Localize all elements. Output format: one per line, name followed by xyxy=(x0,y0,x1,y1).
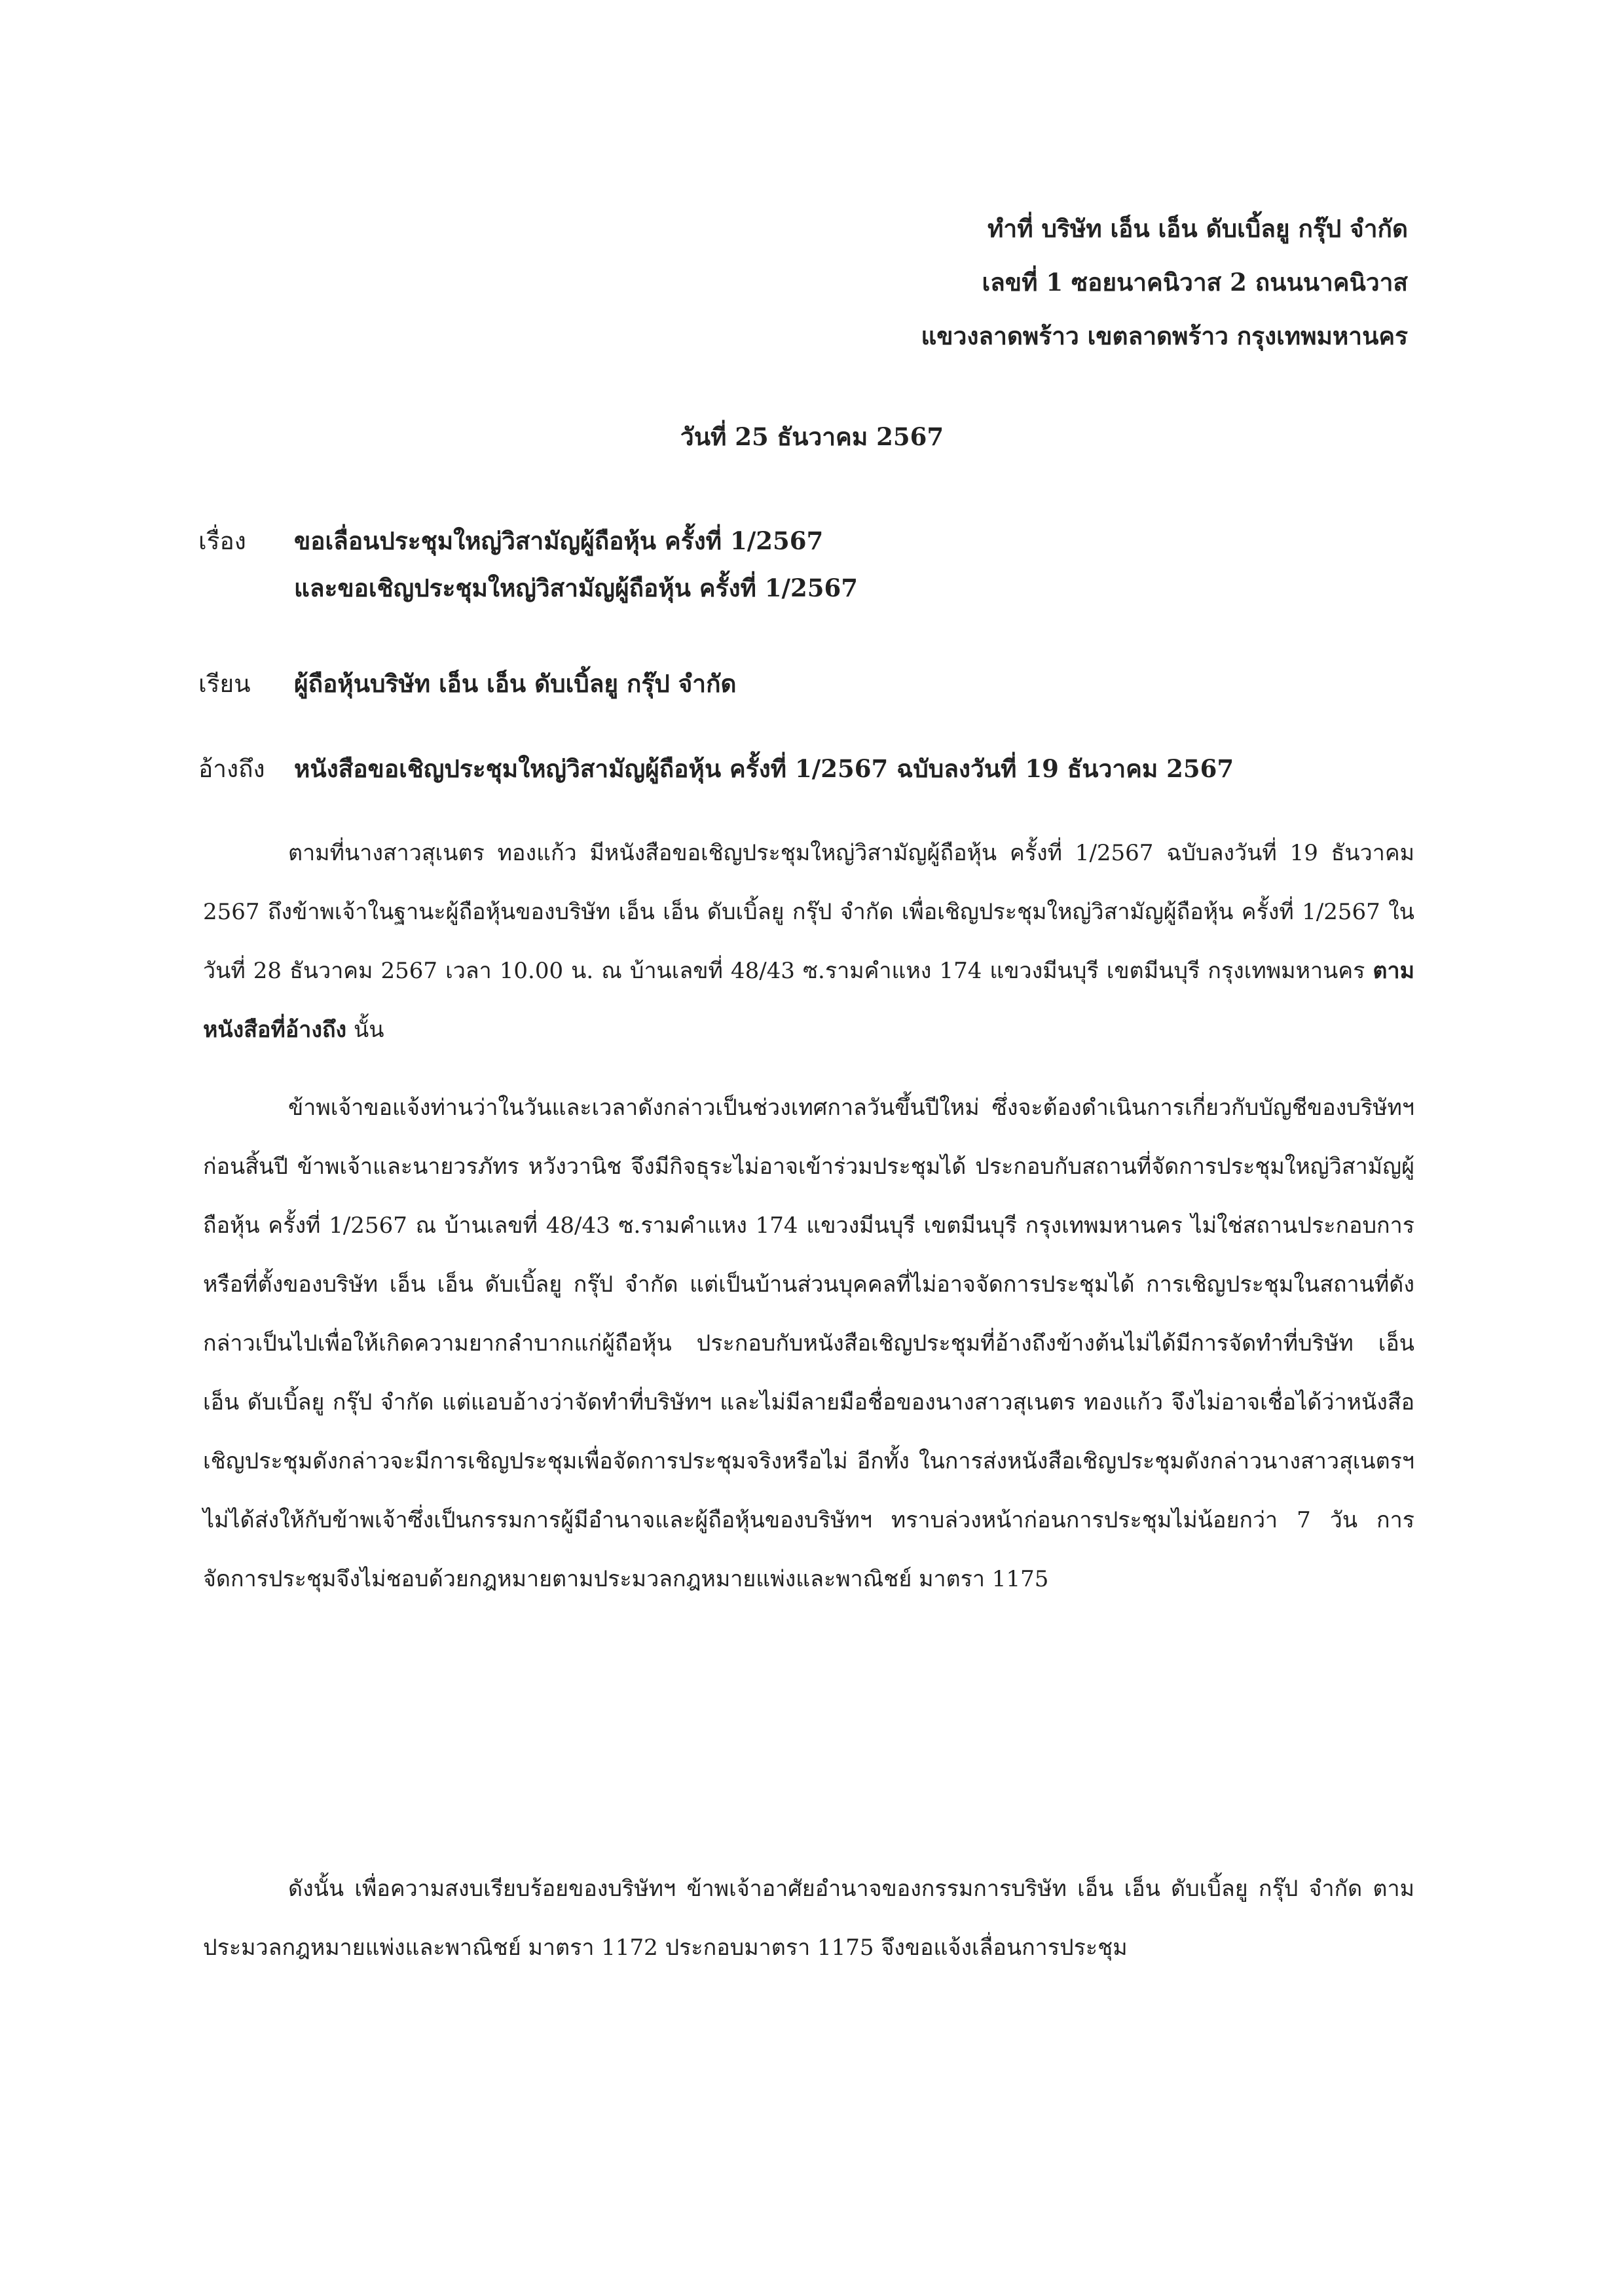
address-line-1: ทำที่ บริษัท เอ็น เอ็น ดับเบิ้ลยู กรุ๊ป จำกัด xyxy=(987,214,1408,243)
letter-date: วันที่ 25 ธันวาคม 2567 xyxy=(680,422,944,451)
reference-value: หนังสือขอเชิญประชุมใหญ่วิสามัญผู้ถือหุ้น ครั้งที่ 1/2567 ฉบับลงวันที่ 19 ธันวาคม 2567 xyxy=(294,754,1234,783)
address-line-2: เลขที่ 1 ซอยนาคนิวาส 2 ถนนนาคนิวาส xyxy=(982,268,1408,297)
recipient-label: เรียน xyxy=(198,670,251,698)
recipient-value: ผู้ถือหุ้นบริษัท เอ็น เอ็น ดับเบิ้ลยู กรุ๊ป จำกัด xyxy=(294,669,737,698)
subject-line-2: และขอเชิญประชุมใหญ่วิสามัญผู้ถือหุ้น ครั้งที่ 1/2567 xyxy=(294,574,858,602)
body-paragraph-2: ข้าพเจ้าขอแจ้งท่านว่าในวันและเวลาดังกล่าวเป็นช่วงเทศกาลวันขึ้นปีใหม่ ซึ่งจะต้องดำเนินการเกี่ยวกับบัญชีของบริษัทฯ ก่อนสิ้นปี ข้าพเจ้าและนายวรภัทร หวังวานิช จึงมีกิจธุระไม่อาจเข้าร่วมประชุมได้ ประกอบกับสถานที่จัดการประชุมใหญ่วิสามัญผู้ถือหุ้น ครั้งที่ 1/2567 ณ บ้านเลขที่ 48/43 ซ.รามคำแหง 174 แขวงมีนบุรี เขตมีนบุรี กรุงเทพมหานคร ไม่ใช่สถานประกอบการหรือที่ตั้งของบริษัท เอ็น เอ็น ดับเบิ้ลยู กรุ๊ป จำกัด แต่เป็นบ้านส่วนบุคคลที่ไม่อาจจัดการประชุมได้ การเชิญประชุมในสถานที่ดังกล่าวเป็นไปเพื่อให้เกิดความยากลำบากแก่ผู้ถือหุ้น ประกอบกับหนังสือเชิญประชุมที่อ้างถึงข้างต้นไม่ได้มีการจัดทำที่บริษัท เอ็น เอ็น ดับเบิ้ลยู กรุ๊ป จำกัด แต่แอบอ้างว่าจัดทำที่บริษัทฯ และไม่มีลายมือชื่อของนางสาวสุเนตร ทองแก้ว จึงไม่อาจเชื่อได้ว่าหนังสือเชิญประชุมดังกล่าวจะมีการเชิญประชุมเพื่อจัดการประชุมจริงหรือไม่ อีกทั้ง ในการส่งหนังสือเชิญประชุมดังกล่าวนางสาวสุเนตรฯ ไม่ได้ส่งให้กับข้าพเจ้าซึ่งเป็นกรรมการผู้มีอำนาจและผู้ถือหุ้นของบริษัทฯ ทราบล่วงหน้าก่อนการประชุมไม่น้อยกว่า 7 วัน การจัดการประชุมจึงไม่ชอบด้วยกฎหมายตามประมวลกฎหมายแพ่งและพาณิชย์ มาตรา 1175 xyxy=(203,1095,1414,1592)
reference-label: อ้างถึง xyxy=(198,755,265,783)
paragraph-1-end: นั้น xyxy=(353,1017,384,1043)
subject-line-1: ขอเลื่อนประชุมใหญ่วิสามัญผู้ถือหุ้น ครั้งที่ 1/2567 xyxy=(294,526,824,555)
reference-field xyxy=(198,745,1234,793)
recipient-field xyxy=(198,660,737,708)
address-line-3: แขวงลาดพร้าว เขตลาดพร้าว กรุงเทพมหานคร xyxy=(921,321,1408,350)
subject-value xyxy=(294,517,858,611)
body-paragraph-1 xyxy=(203,824,1414,1059)
sender-address-block xyxy=(921,202,1408,363)
paragraph-1-text: ตามที่นางสาวสุเนตร ทองแก้ว มีหนังสือขอเชิญประชุมใหญ่วิสามัญผู้ถือหุ้น ครั้งที่ 1/2567 ฉบับลงวันที่ 19 ธันวาคม 2567 ถึงข้าพเจ้าในฐานะผู้ถือหุ้นของบริษัท เอ็น เอ็น ดับเบิ้ลยู กรุ๊ป จำกัด เพื่อเชิญประชุมใหญ่วิสามัญผู้ถือหุ้น ครั้งที่ 1/2567 ในวันที่ 28 ธันวาคม 2567 เวลา 10.00 น. ณ บ้านเลขที่ 48/43 ซ.รามคำแหง 174 แขวงมีนบุรี เขตมีนบุรี กรุงเทพมหานคร xyxy=(203,840,1414,984)
paragraph-1-bold: ตามหนังสือที่อ้างถึง xyxy=(203,958,1414,1043)
subject-label: เรื่อง xyxy=(198,527,246,555)
body-paragraph-3: ดังนั้น เพื่อความสงบเรียบร้อยของบริษัทฯ ข้าพเจ้าอาศัยอำนาจของกรรมการบริษัท เอ็น เอ็น ดับเบิ้ลยู กรุ๊ป จำกัด ตามประมวลกฎหมายแพ่งและพาณิชย์ มาตรา 1172 ประกอบมาตรา 1175 จึงขอแจ้งเลื่อนการประชุม xyxy=(203,1876,1414,1961)
subject-field xyxy=(198,517,858,611)
